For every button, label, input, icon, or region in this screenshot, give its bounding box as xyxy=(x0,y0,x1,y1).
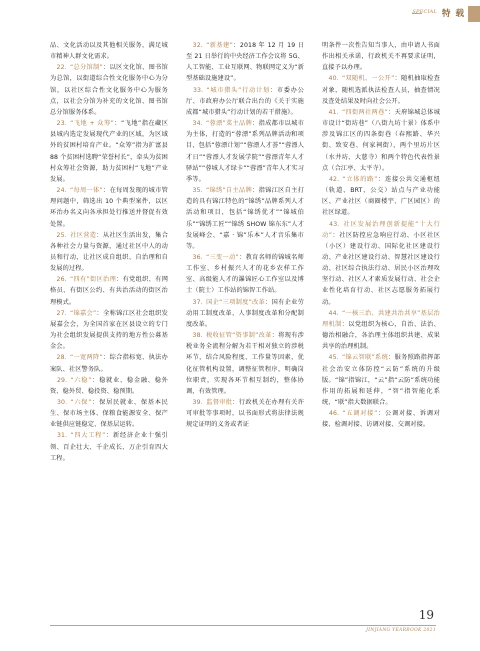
glossary-entry xyxy=(50,230,168,275)
glossary-entry xyxy=(50,375,168,397)
entry-definition: ：2018 年 12 月 19 日至 21 日举行的中央经济工作会议将 5G、人工智能、工业互联网、物联网定义为“新型基础设施建设”。 xyxy=(186,42,305,83)
entry-term: “立体的路” xyxy=(342,175,378,183)
entry-term: “新基建” xyxy=(206,42,233,49)
entry-term: “锦绣”自主品牌 xyxy=(205,187,253,195)
entry-definition: ：服务照路指挥部社会治安立体防控“云防”系统的升级版。“锦”指锦江，“云”指“云防”系统功能作用的拓展和延伸，“智”指智能化系统，“联”指大数据联合。 xyxy=(322,354,440,406)
entry-number: 42. xyxy=(328,175,340,183)
section-tab-marker xyxy=(468,6,480,22)
entry-number: 38. xyxy=(192,332,203,340)
entry-definition: ：以区文化馆、图书馆为总馆，以街道综合性文化服务中心为分馆，以社区综合性文化服务中心为服务点，以社会分馆为补充的文化馆、图书馆总分馆服务体系。 xyxy=(50,64,168,116)
entry-term: “一宽两降” xyxy=(69,354,103,362)
entry-term: 监督审批 xyxy=(205,399,233,406)
entry-definition: ：保居民就业、保基本民生、保市场主体、保粮食能源安全、保产业链供应链稳定、保基层运转。 xyxy=(50,399,168,429)
entry-number: 41. xyxy=(328,108,339,116)
entry-number: 30. xyxy=(56,399,68,406)
entry-term: “锦云智联”系统 xyxy=(341,354,389,362)
entry-definition: ：在每周发现的城市管理问题中，筛选出 10 个典型案件，以区环治办名义向各承担处行推送并督促有效处置。 xyxy=(50,187,168,228)
entry-term: “每周一体” xyxy=(69,187,103,195)
entry-definition: ：将现有涉税业务全流程分解为若干相对独立的涉税环节，结合风险程度、工作量等因素，优化征管机构设置，调整征管程序，明确岗位职责，实现各环节相互制约，整体协调，有效管理。 xyxy=(186,332,305,395)
entry-number: 23. xyxy=(56,120,67,128)
glossary-entry xyxy=(186,397,304,430)
entry-number: 39. xyxy=(192,399,203,406)
entry-definition: ：从社区生活出发，集合各种社会力量与资源，通过社区中人的动员和行动，让社区成自组织、自治理和自发展的过程。 xyxy=(50,231,169,273)
entry-term: “四街两社两巷” xyxy=(341,108,388,116)
entry-number: 28. xyxy=(56,354,67,362)
glossary-entry xyxy=(322,352,440,408)
entry-number: 29. xyxy=(56,376,68,384)
glossary-entry xyxy=(186,252,304,297)
entry-term: “双随机、一公开” xyxy=(341,75,395,83)
glossary-entry xyxy=(186,297,304,330)
entry-definition: ：稳就业、稳金融、稳外资、稳外贸、稳投资、稳预期。 xyxy=(50,376,168,395)
entry-number: 46. xyxy=(328,410,340,418)
column-middle xyxy=(186,40,304,600)
glossary-entry xyxy=(322,308,440,353)
glossary-entry xyxy=(186,85,304,118)
glossary-entry xyxy=(322,174,440,219)
entry-number: 43. xyxy=(329,220,340,228)
entry-term: “一核三治、共建共治共享”基层治理机制 xyxy=(322,309,440,328)
entry-term: “六稳” xyxy=(70,376,92,384)
glossary-entry xyxy=(50,430,168,463)
entry-definition: ：教育名师的锦城名师工作室、乡村振兴人才的花乡农样工作室、高级能人才的瀑锦匠心工作室以及博士（院士）工作站的锦智工作站。 xyxy=(186,253,304,295)
entry-term: “城市猎头”行动计划 xyxy=(206,86,270,94)
page-header xyxy=(0,6,480,22)
glossary-entry xyxy=(186,40,304,85)
entry-definition: ：指成都市以城市为主体，打造的“蓉漂”系列品牌活动和项目，包括“蓉漂计划”“蓉漂人才荟”“蓉漂人才日”“蓉漂人才发展学院”“蓉漂青年人才驿站”“蓉城人才绿卡”“蓉漂”青年人才实习季等。 xyxy=(186,120,304,183)
entry-number: 33. xyxy=(192,86,204,94)
glossary-entry xyxy=(186,118,304,185)
entry-number: 25. xyxy=(56,231,67,239)
entry-definition: ：“飞地”指在藏区县城内选定发展现代产业的区域，为区域外的贫困村培育产业。“众筹”指为扩富县 88 个贫困村选聘“荣誉村长”，牵头为贫困村众筹社会资源，助力贫困村“飞地”产业发展。 xyxy=(50,120,168,183)
column-right xyxy=(322,40,440,600)
entry-definition: ：新经济企业十强引领、百企壮大、千企成长、万企引育四大工程。 xyxy=(50,432,168,462)
glossary-entry xyxy=(186,185,304,252)
entry-term: 社区发展治理创新提能“十大行动” xyxy=(322,220,440,239)
entry-number: 45. xyxy=(328,354,339,362)
glossary-entry xyxy=(322,107,440,174)
glossary-entry xyxy=(322,40,440,73)
entry-definition: 品、文化活动以及其他相关服务，满足城市精神人群文化需求。 xyxy=(50,42,168,61)
glossary-entry xyxy=(322,219,440,308)
glossary-entry xyxy=(50,352,168,374)
glossary-entry xyxy=(50,185,168,230)
entry-definition: ：综合指标宽、执法办案队、社区警务队。 xyxy=(50,354,168,373)
entry-definition: ：社区防控应急响应行动、小区社区（小区）建设行动、国际化社区建设行动、产业社区建设行动、智慧社区建设行动、社区综合执法行动、居民小区治理攻坚行动、社区人才素质发展行动、社会企业性化培育行动、社区志愿服务拓展行动。 xyxy=(322,231,440,306)
entry-term: “四有”街区治理 xyxy=(69,276,117,284)
entry-term: 社区营造 xyxy=(69,231,97,239)
glossary-entry xyxy=(50,274,168,307)
entry-definition: ：指锦江区自主打造的具有锦江特色的“锦绣”品牌系列人才活动和项目，包括“锦绣优才”“锦城伯乐”“锦绣工匠”“锦绣 SHOW 锦东东”人才发展峰会、“嘉 · 锦”乐本”人才音乐集市等。 xyxy=(186,187,304,250)
footer-rule xyxy=(50,625,436,626)
entry-definition: ：连接公共交通枢纽（轨道、BRT、公交）站点与产业功能区、产业社区（商圈楼宇、广区园区）的社区绿道。 xyxy=(322,175,440,217)
entry-number: 37. xyxy=(192,298,203,306)
glossary-entry xyxy=(186,330,304,397)
entry-definition: ：全称锦江区社会组织发展嘉会会，为全国首家在区县设立的专门为社会组织发展提供支持的地方性公募基金会。 xyxy=(50,309,168,351)
entry-number: 32. xyxy=(192,42,203,49)
column-left xyxy=(50,40,168,600)
entry-term: 国企“三项制度”改革 xyxy=(205,298,266,306)
entry-term: “锦嘉会” xyxy=(69,309,97,317)
entry-term: “蓉漂”菜主品牌 xyxy=(205,120,253,128)
entry-definition: ：公调对接、诉调对接、检调对接、访调对接、交调对接。 xyxy=(322,410,440,429)
entry-number: 34. xyxy=(192,120,203,128)
entry-term: “四大工程” xyxy=(70,432,106,440)
entry-definition: ：国有企业劳动用工制度改革、人事制度改革和分配制度改革。 xyxy=(186,298,304,328)
entry-definition: ：有党组织、有网格员、有街区公约、有共治活动的街区治理模式。 xyxy=(50,276,168,306)
entry-definition: ：以党组织为核心，自治、法治、德治相融合，各治理主体组织共建、成果共享的治理机制。 xyxy=(322,320,440,351)
entry-definition: ：市委办公厅、市政府办公厅联合出台的《关于实施成都“城市猎头”行动计划的若干措施》。 xyxy=(186,86,304,116)
entry-term: 税收征管“资事制”改革 xyxy=(205,332,272,340)
entry-term: “三变一动” xyxy=(205,253,239,261)
section-label-en: SPECIAL xyxy=(412,9,437,15)
entry-number: 22. xyxy=(56,64,67,72)
glossary-entry xyxy=(322,73,440,106)
entry-term: “六保” xyxy=(70,399,92,406)
entry-number: 44. xyxy=(328,309,339,317)
entry-number: 36. xyxy=(192,253,203,261)
entry-term: “五调对接” xyxy=(342,410,378,418)
entry-number: 35. xyxy=(192,187,203,195)
entry-number: 24. xyxy=(56,187,67,195)
article-body xyxy=(50,40,440,600)
entry-number: 31. xyxy=(56,432,68,440)
glossary-entry xyxy=(50,40,168,62)
entry-definition: ：天府锦城总体城市设计“街坊巷”（八街九坊十景）体系中涉及锦江区的四条街巷（春熙路、华兴街、致安巷、何家祠街），两个里坊片区（水井坊、大慈寺）和两个特色代表性景点（合江亭、太平寺）。 xyxy=(322,108,440,172)
section-label-zh: 特 载 xyxy=(442,9,465,19)
magazine-name: JINJIANG YEARBOOK 2021 xyxy=(366,628,436,633)
entry-number: 26. xyxy=(56,276,67,284)
page-number: 19 xyxy=(418,608,434,622)
entry-number: 40. xyxy=(328,75,339,83)
glossary-entry xyxy=(322,408,440,430)
glossary-entry xyxy=(50,308,168,353)
glossary-entry xyxy=(50,397,168,430)
entry-term: “飞地 + 众筹” xyxy=(70,120,114,128)
glossary-entry xyxy=(50,118,168,185)
glossary-entry xyxy=(50,62,168,118)
entry-term: “总分馆制” xyxy=(69,64,103,72)
entry-number: 27. xyxy=(56,309,67,317)
entry-definition: ：行政机关在办理有关许可审批等事项时，以书面形式将法律法规规定证明的义务或者证 xyxy=(186,399,305,429)
entry-definition: ：随机抽取检查对象，随机选派执法检查人员，抽查情况及查处结果及时向社会公开。 xyxy=(322,75,440,105)
entry-definition: 明条件一次性告知当事人，由申请人书面作出相关承诺，行政机关不再要求证明，直接予以办理。 xyxy=(322,42,440,72)
